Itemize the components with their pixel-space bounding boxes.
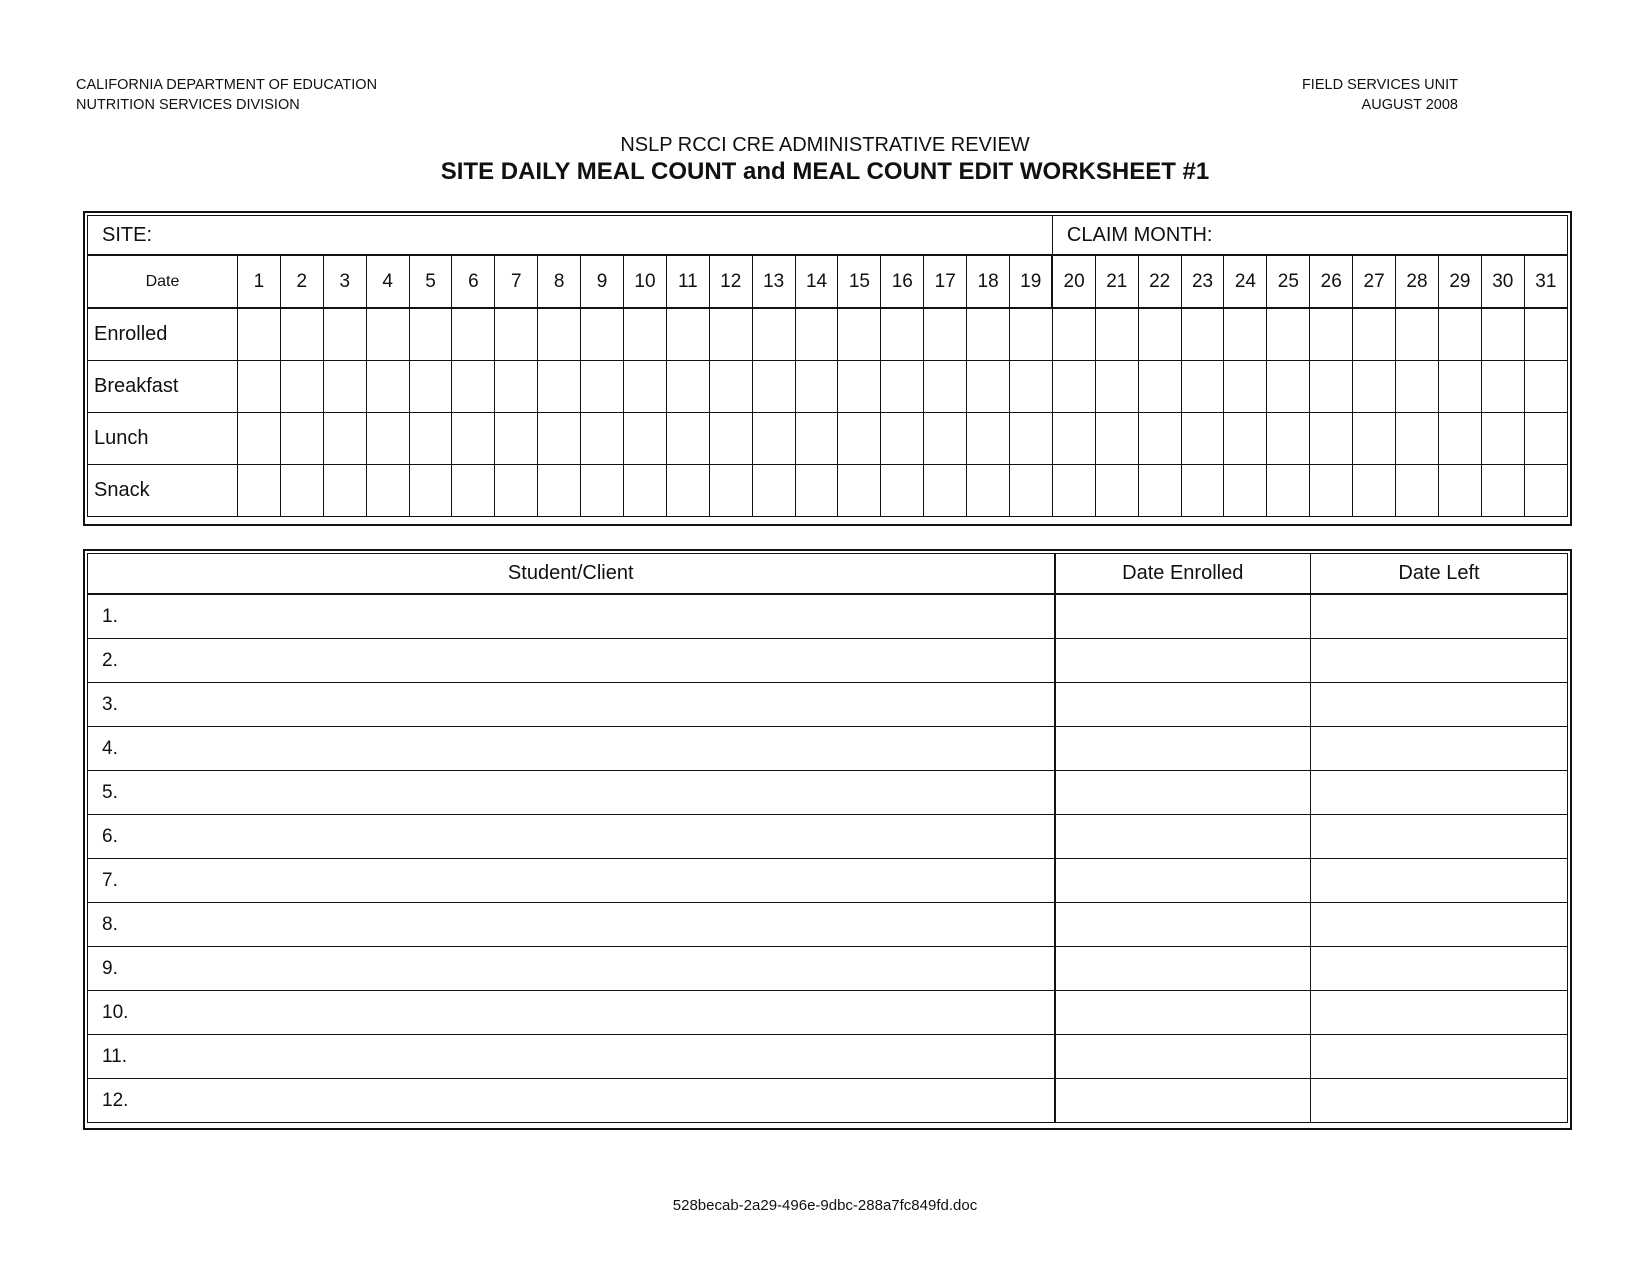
count-cell[interactable] — [409, 308, 452, 361]
count-cell[interactable] — [1224, 308, 1267, 361]
count-cell[interactable] — [1524, 413, 1567, 465]
count-cell[interactable] — [1310, 465, 1353, 517]
count-cell[interactable] — [538, 361, 581, 413]
count-cell[interactable] — [709, 361, 752, 413]
day-header: 29 — [1438, 255, 1481, 308]
count-cell[interactable] — [1010, 413, 1053, 465]
day-header: 20 — [1052, 255, 1095, 308]
day-header: 5 — [409, 255, 452, 308]
count-cell[interactable] — [1481, 465, 1524, 517]
count-cell[interactable] — [238, 465, 281, 517]
count-cell[interactable] — [409, 361, 452, 413]
meal-row-label: Snack — [88, 465, 238, 517]
date-enrolled-header: Date Enrolled — [1055, 554, 1311, 595]
count-cell[interactable] — [323, 308, 366, 361]
student-row — [88, 815, 1568, 859]
count-cell[interactable] — [881, 361, 924, 413]
student-row — [88, 683, 1568, 727]
count-cell[interactable] — [280, 465, 323, 517]
count-cell[interactable] — [409, 413, 452, 465]
day-header: 1 — [238, 255, 281, 308]
count-cell[interactable] — [752, 413, 795, 465]
day-header: 12 — [709, 255, 752, 308]
day-header: 14 — [795, 255, 838, 308]
count-cell[interactable] — [1052, 361, 1095, 413]
count-cell[interactable] — [452, 361, 495, 413]
count-cell[interactable] — [709, 413, 752, 465]
day-header: 22 — [1138, 255, 1181, 308]
count-cell[interactable] — [967, 308, 1010, 361]
date-left-cell[interactable] — [1311, 594, 1568, 639]
count-cell[interactable] — [495, 308, 538, 361]
count-cell[interactable] — [967, 465, 1010, 517]
count-cell[interactable] — [538, 308, 581, 361]
student-name-cell[interactable]: 5. — [88, 771, 1055, 815]
date-left-cell[interactable] — [1311, 727, 1568, 771]
count-cell[interactable] — [1310, 413, 1353, 465]
count-cell[interactable] — [581, 413, 624, 465]
count-cell[interactable] — [1181, 465, 1224, 517]
day-header: 25 — [1267, 255, 1310, 308]
count-cell[interactable] — [323, 465, 366, 517]
count-cell[interactable] — [495, 361, 538, 413]
day-header: 16 — [881, 255, 924, 308]
student-name-cell[interactable]: 8. — [88, 903, 1055, 947]
count-cell[interactable] — [1438, 308, 1481, 361]
date-enrolled-cell[interactable] — [1055, 639, 1311, 683]
date-left-cell[interactable] — [1311, 1079, 1568, 1123]
count-cell[interactable] — [1353, 361, 1396, 413]
count-cell[interactable] — [752, 465, 795, 517]
count-cell[interactable] — [366, 361, 409, 413]
document-id: 528becab-2a29-496e-9dbc-288a7fc849fd.doc — [672, 1197, 978, 1214]
count-cell[interactable] — [280, 308, 323, 361]
count-cell[interactable] — [1267, 465, 1310, 517]
student-table — [87, 553, 1568, 1123]
count-cell[interactable] — [1481, 413, 1524, 465]
count-cell[interactable] — [1010, 465, 1053, 517]
day-header: 2 — [280, 255, 323, 308]
meal-row-label: Lunch — [88, 413, 238, 465]
student-name-cell[interactable]: 4. — [88, 727, 1055, 771]
count-cell[interactable] — [1396, 308, 1439, 361]
date-left-cell[interactable] — [1311, 815, 1568, 859]
meal-row-enrolled — [88, 308, 1568, 361]
date-enrolled-cell[interactable] — [1055, 1079, 1311, 1123]
meal-row-label: Enrolled — [88, 308, 238, 361]
student-row — [88, 859, 1568, 903]
meal-row-label: Breakfast — [88, 361, 238, 413]
count-cell[interactable] — [624, 361, 667, 413]
count-cell[interactable] — [1095, 465, 1138, 517]
count-cell[interactable] — [624, 308, 667, 361]
student-row — [88, 727, 1568, 771]
count-cell[interactable] — [1524, 361, 1567, 413]
count-cell[interactable] — [581, 361, 624, 413]
count-cell[interactable] — [1095, 308, 1138, 361]
day-header: 30 — [1481, 255, 1524, 308]
day-header: 11 — [666, 255, 709, 308]
date-enrolled-cell[interactable] — [1055, 683, 1311, 727]
count-cell[interactable] — [1052, 413, 1095, 465]
site-field[interactable]: SITE: — [88, 216, 1053, 256]
count-cell[interactable] — [1438, 465, 1481, 517]
student-box — [83, 549, 1572, 1130]
date-enrolled-cell[interactable] — [1055, 771, 1311, 815]
count-cell[interactable] — [709, 308, 752, 361]
count-cell[interactable] — [1310, 308, 1353, 361]
meal-row-snack — [88, 465, 1568, 517]
count-cell[interactable] — [1095, 361, 1138, 413]
day-header: 3 — [323, 255, 366, 308]
count-cell[interactable] — [452, 465, 495, 517]
day-header: 19 — [1010, 255, 1053, 308]
student-name-cell[interactable]: 2. — [88, 639, 1055, 683]
count-cell[interactable] — [1138, 308, 1181, 361]
day-header: 15 — [838, 255, 881, 308]
count-cell[interactable] — [1010, 308, 1053, 361]
date-left-cell[interactable] — [1311, 639, 1568, 683]
date-left-cell[interactable] — [1311, 903, 1568, 947]
form-title: SITE DAILY MEAL COUNT and MEAL COUNT EDIT WORKSHEET #1 — [440, 158, 1210, 185]
count-cell[interactable] — [1224, 413, 1267, 465]
day-header: 31 — [1524, 255, 1567, 308]
count-cell[interactable] — [752, 361, 795, 413]
date-left-cell[interactable] — [1311, 1035, 1568, 1079]
department-name: CALIFORNIA DEPARTMENT OF EDUCATION — [76, 77, 378, 93]
student-name-cell[interactable]: 3. — [88, 683, 1055, 727]
student-row — [88, 639, 1568, 683]
count-cell[interactable] — [1438, 361, 1481, 413]
count-cell[interactable] — [838, 308, 881, 361]
day-header: 4 — [366, 255, 409, 308]
count-cell[interactable] — [538, 413, 581, 465]
count-cell[interactable] — [1181, 413, 1224, 465]
student-name-cell[interactable]: 7. — [88, 859, 1055, 903]
count-cell[interactable] — [1224, 465, 1267, 517]
date-enrolled-cell[interactable] — [1055, 815, 1311, 859]
count-cell[interactable] — [666, 361, 709, 413]
student-name-cell[interactable]: 1. — [88, 594, 1055, 639]
date-left-header: Date Left — [1311, 554, 1568, 595]
count-cell[interactable] — [1052, 308, 1095, 361]
count-cell[interactable] — [366, 308, 409, 361]
student-name-cell[interactable]: 6. — [88, 815, 1055, 859]
student-row — [88, 1035, 1568, 1079]
count-cell[interactable] — [495, 413, 538, 465]
count-cell[interactable] — [323, 361, 366, 413]
day-header: 13 — [752, 255, 795, 308]
date-enrolled-cell[interactable] — [1055, 1035, 1311, 1079]
day-header: 6 — [452, 255, 495, 308]
count-cell[interactable] — [795, 308, 838, 361]
count-cell[interactable] — [1224, 361, 1267, 413]
claim-month-field[interactable]: CLAIM MONTH: — [1052, 216, 1567, 256]
student-name-cell[interactable]: 10. — [88, 991, 1055, 1035]
count-cell[interactable] — [581, 465, 624, 517]
division-name: NUTRITION SERVICES DIVISION — [76, 97, 300, 113]
form-date: AUGUST 2008 — [1361, 97, 1458, 113]
count-cell[interactable] — [1138, 465, 1181, 517]
student-row — [88, 947, 1568, 991]
count-cell[interactable] — [581, 308, 624, 361]
date-left-cell[interactable] — [1311, 859, 1568, 903]
meal-row-breakfast — [88, 361, 1568, 413]
count-cell[interactable] — [1181, 361, 1224, 413]
count-cell[interactable] — [666, 413, 709, 465]
day-header: 21 — [1095, 255, 1138, 308]
student-row — [88, 771, 1568, 815]
date-left-cell[interactable] — [1311, 947, 1568, 991]
count-cell[interactable] — [924, 465, 967, 517]
count-cell[interactable] — [924, 361, 967, 413]
count-cell[interactable] — [1524, 465, 1567, 517]
count-cell[interactable] — [238, 413, 281, 465]
student-row — [88, 903, 1568, 947]
count-cell[interactable] — [1396, 361, 1439, 413]
date-enrolled-cell[interactable] — [1055, 903, 1311, 947]
date-left-cell[interactable] — [1311, 991, 1568, 1035]
count-cell[interactable] — [624, 465, 667, 517]
day-header: 24 — [1224, 255, 1267, 308]
count-cell[interactable] — [666, 308, 709, 361]
student-row — [88, 1079, 1568, 1123]
count-cell[interactable] — [1353, 413, 1396, 465]
date-enrolled-cell[interactable] — [1055, 594, 1311, 639]
count-cell[interactable] — [1524, 308, 1567, 361]
count-cell[interactable] — [495, 465, 538, 517]
count-cell[interactable] — [1267, 361, 1310, 413]
count-cell[interactable] — [838, 465, 881, 517]
meal-count-box — [83, 211, 1572, 526]
date-enrolled-cell[interactable] — [1055, 947, 1311, 991]
count-cell[interactable] — [1138, 413, 1181, 465]
count-cell[interactable] — [924, 413, 967, 465]
count-cell[interactable] — [1010, 361, 1053, 413]
count-cell[interactable] — [752, 308, 795, 361]
day-header: 7 — [495, 255, 538, 308]
count-cell[interactable] — [1267, 308, 1310, 361]
count-cell[interactable] — [1353, 465, 1396, 517]
student-header-row — [88, 554, 1568, 595]
count-cell[interactable] — [538, 465, 581, 517]
count-cell[interactable] — [881, 308, 924, 361]
unit-name: FIELD SERVICES UNIT — [1301, 77, 1458, 93]
count-cell[interactable] — [795, 413, 838, 465]
count-cell[interactable] — [881, 413, 924, 465]
count-cell[interactable] — [280, 413, 323, 465]
count-cell[interactable] — [280, 361, 323, 413]
count-cell[interactable] — [238, 361, 281, 413]
date-left-cell[interactable] — [1311, 771, 1568, 815]
count-cell[interactable] — [795, 361, 838, 413]
student-name-cell[interactable]: 9. — [88, 947, 1055, 991]
day-header: 27 — [1353, 255, 1396, 308]
meal-row-lunch — [88, 413, 1568, 465]
count-cell[interactable] — [1310, 361, 1353, 413]
header-left — [76, 75, 377, 115]
count-cell[interactable] — [624, 413, 667, 465]
student-client-header: Student/Client — [88, 554, 1055, 595]
count-cell[interactable] — [1052, 465, 1095, 517]
count-cell[interactable] — [709, 465, 752, 517]
site-row — [88, 216, 1568, 256]
count-cell[interactable] — [795, 465, 838, 517]
date-left-cell[interactable] — [1311, 683, 1568, 727]
count-cell[interactable] — [838, 413, 881, 465]
day-header: 10 — [624, 255, 667, 308]
form-subtitle: NSLP RCCI CRE ADMINISTRATIVE REVIEW — [620, 134, 1030, 156]
date-row — [88, 255, 1568, 308]
count-cell[interactable] — [238, 308, 281, 361]
count-cell[interactable] — [1481, 308, 1524, 361]
meal-count-table — [87, 215, 1568, 517]
date-enrolled-cell[interactable] — [1055, 727, 1311, 771]
count-cell[interactable] — [1396, 413, 1439, 465]
day-header: 26 — [1310, 255, 1353, 308]
date-enrolled-cell[interactable] — [1055, 991, 1311, 1035]
count-cell[interactable] — [452, 413, 495, 465]
count-cell[interactable] — [1095, 413, 1138, 465]
day-header: 28 — [1396, 255, 1439, 308]
count-cell[interactable] — [409, 465, 452, 517]
count-cell[interactable] — [1353, 308, 1396, 361]
student-row — [88, 991, 1568, 1035]
day-header: 18 — [967, 255, 1010, 308]
count-cell[interactable] — [967, 361, 1010, 413]
day-header: 9 — [581, 255, 624, 308]
count-cell[interactable] — [1396, 465, 1439, 517]
count-cell[interactable] — [366, 465, 409, 517]
date-enrolled-cell[interactable] — [1055, 859, 1311, 903]
count-cell[interactable] — [452, 308, 495, 361]
student-name-cell[interactable]: 12. — [88, 1079, 1055, 1123]
count-cell[interactable] — [666, 465, 709, 517]
student-row — [88, 594, 1568, 639]
header-right — [1302, 75, 1458, 115]
day-header: 23 — [1181, 255, 1224, 308]
count-cell[interactable] — [838, 361, 881, 413]
count-cell[interactable] — [967, 413, 1010, 465]
count-cell[interactable] — [1181, 308, 1224, 361]
count-cell[interactable] — [881, 465, 924, 517]
date-label: Date — [88, 255, 238, 308]
count-cell[interactable] — [924, 308, 967, 361]
count-cell[interactable] — [1138, 361, 1181, 413]
count-cell[interactable] — [1438, 413, 1481, 465]
count-cell[interactable] — [1267, 413, 1310, 465]
student-name-cell[interactable]: 11. — [88, 1035, 1055, 1079]
day-header: 8 — [538, 255, 581, 308]
count-cell[interactable] — [366, 413, 409, 465]
count-cell[interactable] — [1481, 361, 1524, 413]
day-header: 17 — [924, 255, 967, 308]
count-cell[interactable] — [323, 413, 366, 465]
